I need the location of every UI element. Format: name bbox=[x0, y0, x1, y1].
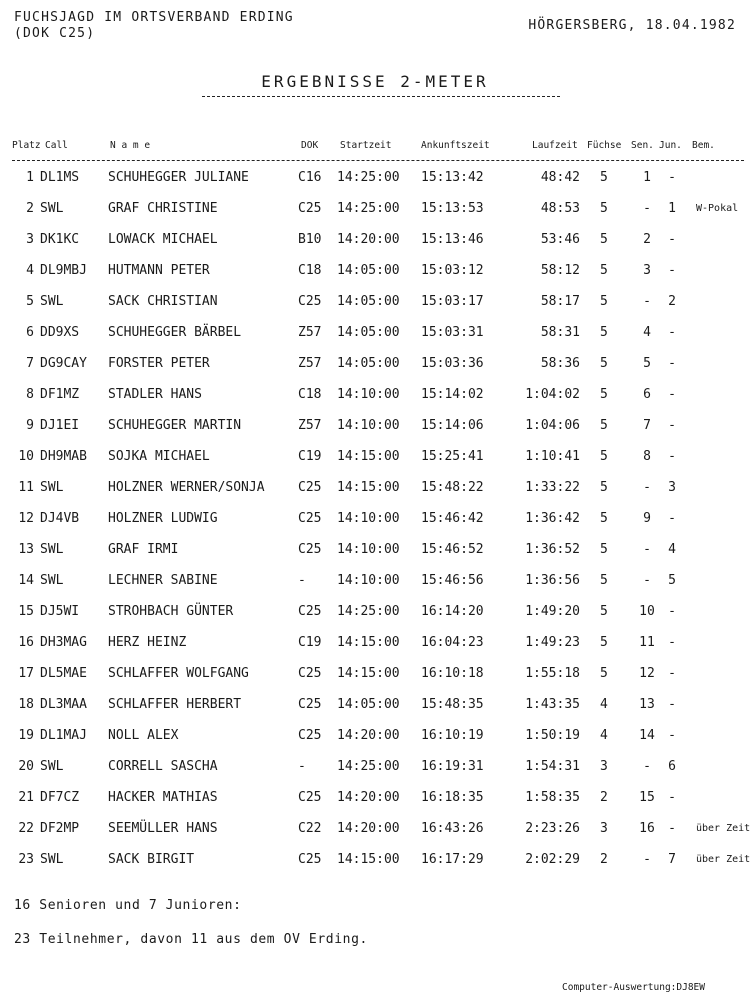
ankunftszeit-cell: 15:46:42 bbox=[421, 511, 484, 526]
column-header-fuechse: Füchse bbox=[587, 140, 622, 151]
table-row bbox=[0, 569, 750, 593]
name-cell: STADLER HANS bbox=[108, 387, 202, 402]
platz-cell: 2 bbox=[26, 201, 34, 216]
laufzeit-cell: 1:36:42 bbox=[525, 511, 580, 526]
platz-cell: 13 bbox=[18, 542, 34, 557]
junioren-cell: - bbox=[668, 418, 676, 433]
startzeit-cell: 14:05:00 bbox=[337, 697, 400, 712]
table-row bbox=[0, 476, 750, 500]
column-header-senioren: Sen. bbox=[631, 140, 654, 151]
table-row bbox=[0, 786, 750, 810]
page-title: ERGEBNISSE 2-METER bbox=[261, 72, 489, 91]
senioren-cell: 15 bbox=[639, 790, 655, 805]
ankunftszeit-cell: 16:17:29 bbox=[421, 852, 484, 867]
table-row bbox=[0, 600, 750, 624]
column-header-ankunftszeit: Ankunftszeit bbox=[421, 140, 490, 151]
name-cell: SEEMÜLLER HANS bbox=[108, 821, 218, 836]
startzeit-cell: 14:25:00 bbox=[337, 604, 400, 619]
table-row bbox=[0, 631, 750, 655]
name-cell: LOWACK MICHAEL bbox=[108, 232, 218, 247]
call-cell: SWL bbox=[40, 852, 64, 867]
table-row bbox=[0, 414, 750, 438]
ankunftszeit-cell: 15:13:42 bbox=[421, 170, 484, 185]
startzeit-cell: 14:20:00 bbox=[337, 790, 400, 805]
fuechse-cell: 5 bbox=[600, 263, 608, 278]
platz-cell: 12 bbox=[18, 511, 34, 526]
name-cell: CORRELL SASCHA bbox=[108, 759, 218, 774]
startzeit-cell: 14:15:00 bbox=[337, 666, 400, 681]
startzeit-cell: 14:25:00 bbox=[337, 759, 400, 774]
call-cell: DG9CAY bbox=[40, 356, 87, 371]
ankunftszeit-cell: 16:18:35 bbox=[421, 790, 484, 805]
name-cell: HOLZNER LUDWIG bbox=[108, 511, 218, 526]
fuechse-cell: 5 bbox=[600, 480, 608, 495]
ankunftszeit-cell: 15:48:35 bbox=[421, 697, 484, 712]
ankunftszeit-cell: 16:04:23 bbox=[421, 635, 484, 650]
name-cell: HACKER MATHIAS bbox=[108, 790, 218, 805]
junioren-cell: - bbox=[668, 666, 676, 681]
dok-cell: - bbox=[298, 573, 306, 588]
junioren-cell: - bbox=[668, 263, 676, 278]
call-cell: DD9XS bbox=[40, 325, 80, 340]
junioren-cell: 4 bbox=[668, 542, 676, 557]
platz-cell: 8 bbox=[26, 387, 34, 402]
title-underline bbox=[202, 96, 560, 97]
senioren-cell: - bbox=[643, 480, 651, 495]
name-cell: GRAF CHRISTINE bbox=[108, 201, 218, 216]
dok-cell: C25 bbox=[298, 852, 322, 867]
name-cell: FORSTER PETER bbox=[108, 356, 210, 371]
table-row bbox=[0, 290, 750, 314]
ankunftszeit-cell: 15:14:06 bbox=[421, 418, 484, 433]
column-header-bemerkung: Bem. bbox=[692, 140, 715, 151]
dok-cell: C16 bbox=[298, 170, 322, 185]
senioren-cell: - bbox=[643, 542, 651, 557]
senioren-cell: 9 bbox=[643, 511, 651, 526]
call-cell: DH3MAG bbox=[40, 635, 87, 650]
dok-cell: Z57 bbox=[298, 418, 322, 433]
ankunftszeit-cell: 15:46:52 bbox=[421, 542, 484, 557]
column-header-call: Call bbox=[45, 140, 68, 151]
junioren-cell: - bbox=[668, 728, 676, 743]
fuechse-cell: 3 bbox=[600, 821, 608, 836]
dok-cell: C25 bbox=[298, 697, 322, 712]
laufzeit-cell: 1:36:52 bbox=[525, 542, 580, 557]
junioren-cell: - bbox=[668, 325, 676, 340]
laufzeit-cell: 58:31 bbox=[540, 325, 580, 340]
platz-cell: 22 bbox=[18, 821, 34, 836]
startzeit-cell: 14:15:00 bbox=[337, 852, 400, 867]
table-row bbox=[0, 259, 750, 283]
call-cell: DH9MAB bbox=[40, 449, 87, 464]
startzeit-cell: 14:10:00 bbox=[337, 387, 400, 402]
fuechse-cell: 4 bbox=[600, 728, 608, 743]
dok-cell: C25 bbox=[298, 542, 322, 557]
table-row bbox=[0, 383, 750, 407]
name-cell: HERZ HEINZ bbox=[108, 635, 187, 650]
senioren-cell: 2 bbox=[643, 232, 651, 247]
fuechse-cell: 5 bbox=[600, 573, 608, 588]
laufzeit-cell: 1:04:06 bbox=[525, 418, 580, 433]
senioren-cell: - bbox=[643, 294, 651, 309]
senioren-cell: 10 bbox=[639, 604, 655, 619]
startzeit-cell: 14:20:00 bbox=[337, 232, 400, 247]
ankunftszeit-cell: 15:14:02 bbox=[421, 387, 484, 402]
ankunftszeit-cell: 15:03:31 bbox=[421, 325, 484, 340]
call-cell: SWL bbox=[40, 759, 64, 774]
call-cell: DF7CZ bbox=[40, 790, 80, 805]
table-row bbox=[0, 352, 750, 376]
ankunftszeit-cell: 16:14:20 bbox=[421, 604, 484, 619]
ankunftszeit-cell: 15:03:17 bbox=[421, 294, 484, 309]
dok-cell: C19 bbox=[298, 635, 322, 650]
senioren-cell: - bbox=[643, 852, 651, 867]
dok-cell: C18 bbox=[298, 263, 322, 278]
ankunftszeit-cell: 16:43:26 bbox=[421, 821, 484, 836]
startzeit-cell: 14:05:00 bbox=[337, 263, 400, 278]
fuechse-cell: 3 bbox=[600, 759, 608, 774]
call-cell: DL9MBJ bbox=[40, 263, 87, 278]
junioren-cell: 5 bbox=[668, 573, 676, 588]
startzeit-cell: 14:15:00 bbox=[337, 480, 400, 495]
table-row bbox=[0, 817, 750, 841]
name-cell: SCHUHEGGER JULIANE bbox=[108, 170, 249, 185]
laufzeit-cell: 48:42 bbox=[540, 170, 580, 185]
platz-cell: 4 bbox=[26, 263, 34, 278]
laufzeit-cell: 1:55:18 bbox=[525, 666, 580, 681]
dok-header: (DOK C25) bbox=[14, 26, 96, 41]
dok-cell: C25 bbox=[298, 728, 322, 743]
table-row bbox=[0, 662, 750, 686]
laufzeit-cell: 48:53 bbox=[540, 201, 580, 216]
junioren-cell: - bbox=[668, 790, 676, 805]
startzeit-cell: 14:25:00 bbox=[337, 170, 400, 185]
dok-cell: C19 bbox=[298, 449, 322, 464]
dok-cell: C25 bbox=[298, 201, 322, 216]
dok-cell: C25 bbox=[298, 294, 322, 309]
junioren-cell: - bbox=[668, 387, 676, 402]
table-row bbox=[0, 724, 750, 748]
footer-senior-junior-count: 16 Senioren und 7 Junioren: bbox=[14, 898, 242, 913]
table-row bbox=[0, 197, 750, 221]
platz-cell: 21 bbox=[18, 790, 34, 805]
dok-cell: C22 bbox=[298, 821, 322, 836]
fuechse-cell: 5 bbox=[600, 511, 608, 526]
call-cell: DL3MAA bbox=[40, 697, 87, 712]
table-row bbox=[0, 445, 750, 469]
dok-cell: - bbox=[298, 759, 306, 774]
fuechse-cell: 5 bbox=[600, 418, 608, 433]
startzeit-cell: 14:10:00 bbox=[337, 542, 400, 557]
call-cell: DL5MAE bbox=[40, 666, 87, 681]
name-cell: LECHNER SABINE bbox=[108, 573, 218, 588]
column-header-dok: DOK bbox=[301, 140, 319, 151]
senioren-cell: 6 bbox=[643, 387, 651, 402]
dok-cell: C18 bbox=[298, 387, 322, 402]
ankunftszeit-cell: 16:10:19 bbox=[421, 728, 484, 743]
name-cell: GRAF IRMI bbox=[108, 542, 179, 557]
laufzeit-cell: 1:10:41 bbox=[525, 449, 580, 464]
fuechse-cell: 5 bbox=[600, 604, 608, 619]
platz-cell: 3 bbox=[26, 232, 34, 247]
startzeit-cell: 14:05:00 bbox=[337, 356, 400, 371]
senioren-cell: 5 bbox=[643, 356, 651, 371]
platz-cell: 23 bbox=[18, 852, 34, 867]
platz-cell: 9 bbox=[26, 418, 34, 433]
column-header-name: N a m e bbox=[110, 140, 151, 151]
ankunftszeit-cell: 15:46:56 bbox=[421, 573, 484, 588]
junioren-cell: 2 bbox=[668, 294, 676, 309]
fuechse-cell: 5 bbox=[600, 232, 608, 247]
fuechse-cell: 5 bbox=[600, 387, 608, 402]
name-cell: SACK CHRISTIAN bbox=[108, 294, 218, 309]
column-header-platz: Platz bbox=[12, 140, 41, 151]
startzeit-cell: 14:10:00 bbox=[337, 511, 400, 526]
call-cell: SWL bbox=[40, 573, 64, 588]
name-cell: SCHUHEGGER BÄRBEL bbox=[108, 325, 242, 340]
call-cell: DF1MZ bbox=[40, 387, 80, 402]
platz-cell: 14 bbox=[18, 573, 34, 588]
bemerkung-cell: über Zeit bbox=[696, 854, 750, 865]
startzeit-cell: 14:05:00 bbox=[337, 325, 400, 340]
dok-cell: Z57 bbox=[298, 356, 322, 371]
computer-evaluation-credit: Computer-Auswertung:DJ8EW bbox=[562, 982, 705, 993]
header-rule bbox=[12, 160, 744, 161]
laufzeit-cell: 58:17 bbox=[540, 294, 580, 309]
startzeit-cell: 14:20:00 bbox=[337, 821, 400, 836]
call-cell: DF2MP bbox=[40, 821, 80, 836]
place-date-header: HÖRGERSBERG, 18.04.1982 bbox=[528, 18, 736, 33]
laufzeit-cell: 1:49:20 bbox=[525, 604, 580, 619]
junioren-cell: 7 bbox=[668, 852, 676, 867]
platz-cell: 19 bbox=[18, 728, 34, 743]
laufzeit-cell: 1:33:22 bbox=[525, 480, 580, 495]
platz-cell: 16 bbox=[18, 635, 34, 650]
fuechse-cell: 4 bbox=[600, 697, 608, 712]
platz-cell: 18 bbox=[18, 697, 34, 712]
column-header-junioren: Jun. bbox=[659, 140, 682, 151]
table-row bbox=[0, 228, 750, 252]
column-header-laufzeit: Laufzeit bbox=[532, 140, 578, 151]
fuechse-cell: 2 bbox=[600, 852, 608, 867]
fuechse-cell: 5 bbox=[600, 449, 608, 464]
junioren-cell: 3 bbox=[668, 480, 676, 495]
table-row bbox=[0, 321, 750, 345]
table-row bbox=[0, 848, 750, 872]
bemerkung-cell: W-Pokal bbox=[696, 203, 739, 214]
fuechse-cell: 5 bbox=[600, 666, 608, 681]
footer-participant-count: 23 Teilnehmer, davon 11 aus dem OV Erding. bbox=[14, 932, 368, 947]
table-row bbox=[0, 693, 750, 717]
fuechse-cell: 5 bbox=[600, 542, 608, 557]
startzeit-cell: 14:10:00 bbox=[337, 573, 400, 588]
laufzeit-cell: 53:46 bbox=[540, 232, 580, 247]
laufzeit-cell: 1:49:23 bbox=[525, 635, 580, 650]
platz-cell: 7 bbox=[26, 356, 34, 371]
junioren-cell: 1 bbox=[668, 201, 676, 216]
name-cell: SACK BIRGIT bbox=[108, 852, 195, 867]
name-cell: SOJKA MICHAEL bbox=[108, 449, 210, 464]
senioren-cell: - bbox=[643, 759, 651, 774]
call-cell: DL1MS bbox=[40, 170, 80, 185]
ankunftszeit-cell: 15:03:12 bbox=[421, 263, 484, 278]
platz-cell: 6 bbox=[26, 325, 34, 340]
senioren-cell: 4 bbox=[643, 325, 651, 340]
senioren-cell: - bbox=[643, 573, 651, 588]
fuechse-cell: 5 bbox=[600, 294, 608, 309]
platz-cell: 10 bbox=[18, 449, 34, 464]
junioren-cell: - bbox=[668, 170, 676, 185]
senioren-cell: - bbox=[643, 201, 651, 216]
laufzeit-cell: 2:02:29 bbox=[525, 852, 580, 867]
call-cell: DK1KC bbox=[40, 232, 80, 247]
startzeit-cell: 14:10:00 bbox=[337, 418, 400, 433]
senioren-cell: 7 bbox=[643, 418, 651, 433]
call-cell: SWL bbox=[40, 480, 64, 495]
dok-cell: C25 bbox=[298, 666, 322, 681]
startzeit-cell: 14:15:00 bbox=[337, 635, 400, 650]
ankunftszeit-cell: 15:13:46 bbox=[421, 232, 484, 247]
call-cell: DJ5WI bbox=[40, 604, 80, 619]
name-cell: STROHBACH GÜNTER bbox=[108, 604, 234, 619]
junioren-cell: - bbox=[668, 511, 676, 526]
junioren-cell: - bbox=[668, 635, 676, 650]
junioren-cell: - bbox=[668, 449, 676, 464]
laufzeit-cell: 58:12 bbox=[540, 263, 580, 278]
name-cell: SCHLAFFER HERBERT bbox=[108, 697, 242, 712]
senioren-cell: 12 bbox=[639, 666, 655, 681]
table-row bbox=[0, 166, 750, 190]
column-header-startzeit: Startzeit bbox=[340, 140, 392, 151]
platz-cell: 5 bbox=[26, 294, 34, 309]
dok-cell: C25 bbox=[298, 480, 322, 495]
laufzeit-cell: 1:54:31 bbox=[525, 759, 580, 774]
senioren-cell: 13 bbox=[639, 697, 655, 712]
junioren-cell: - bbox=[668, 821, 676, 836]
platz-cell: 11 bbox=[18, 480, 34, 495]
startzeit-cell: 14:15:00 bbox=[337, 449, 400, 464]
ankunftszeit-cell: 15:03:36 bbox=[421, 356, 484, 371]
fuechse-cell: 5 bbox=[600, 170, 608, 185]
fuechse-cell: 2 bbox=[600, 790, 608, 805]
table-row bbox=[0, 755, 750, 779]
laufzeit-cell: 1:50:19 bbox=[525, 728, 580, 743]
call-cell: SWL bbox=[40, 294, 64, 309]
call-cell: DJ1EI bbox=[40, 418, 80, 433]
startzeit-cell: 14:05:00 bbox=[337, 294, 400, 309]
laufzeit-cell: 1:04:02 bbox=[525, 387, 580, 402]
junioren-cell: 6 bbox=[668, 759, 676, 774]
laufzeit-cell: 1:58:35 bbox=[525, 790, 580, 805]
call-cell: DL1MAJ bbox=[40, 728, 87, 743]
ankunftszeit-cell: 16:19:31 bbox=[421, 759, 484, 774]
dok-cell: C25 bbox=[298, 511, 322, 526]
startzeit-cell: 14:20:00 bbox=[337, 728, 400, 743]
name-cell: HUTMANN PETER bbox=[108, 263, 210, 278]
platz-cell: 20 bbox=[18, 759, 34, 774]
call-cell: DJ4VB bbox=[40, 511, 80, 526]
senioren-cell: 14 bbox=[639, 728, 655, 743]
senioren-cell: 3 bbox=[643, 263, 651, 278]
senioren-cell: 8 bbox=[643, 449, 651, 464]
fuechse-cell: 5 bbox=[600, 325, 608, 340]
name-cell: HOLZNER WERNER/SONJA bbox=[108, 480, 265, 495]
platz-cell: 1 bbox=[26, 170, 34, 185]
name-cell: NOLL ALEX bbox=[108, 728, 179, 743]
senioren-cell: 11 bbox=[639, 635, 655, 650]
dok-cell: B10 bbox=[298, 232, 322, 247]
fuechse-cell: 5 bbox=[600, 635, 608, 650]
call-cell: SWL bbox=[40, 201, 64, 216]
platz-cell: 17 bbox=[18, 666, 34, 681]
bemerkung-cell: über Zeit bbox=[696, 823, 750, 834]
ankunftszeit-cell: 15:13:53 bbox=[421, 201, 484, 216]
laufzeit-cell: 2:23:26 bbox=[525, 821, 580, 836]
organization-header: FUCHSJAGD IM ORTSVERBAND ERDING bbox=[14, 10, 294, 25]
table-row bbox=[0, 538, 750, 562]
dok-cell: Z57 bbox=[298, 325, 322, 340]
dok-cell: C25 bbox=[298, 604, 322, 619]
ankunftszeit-cell: 15:25:41 bbox=[421, 449, 484, 464]
startzeit-cell: 14:25:00 bbox=[337, 201, 400, 216]
senioren-cell: 16 bbox=[639, 821, 655, 836]
name-cell: SCHUHEGGER MARTIN bbox=[108, 418, 242, 433]
table-row bbox=[0, 507, 750, 531]
laufzeit-cell: 1:43:35 bbox=[525, 697, 580, 712]
laufzeit-cell: 1:36:56 bbox=[525, 573, 580, 588]
name-cell: SCHLAFFER WOLFGANG bbox=[108, 666, 249, 681]
junioren-cell: - bbox=[668, 604, 676, 619]
junioren-cell: - bbox=[668, 356, 676, 371]
junioren-cell: - bbox=[668, 697, 676, 712]
ankunftszeit-cell: 16:10:18 bbox=[421, 666, 484, 681]
fuechse-cell: 5 bbox=[600, 201, 608, 216]
call-cell: SWL bbox=[40, 542, 64, 557]
ankunftszeit-cell: 15:48:22 bbox=[421, 480, 484, 495]
platz-cell: 15 bbox=[18, 604, 34, 619]
senioren-cell: 1 bbox=[643, 170, 651, 185]
dok-cell: C25 bbox=[298, 790, 322, 805]
laufzeit-cell: 58:36 bbox=[540, 356, 580, 371]
fuechse-cell: 5 bbox=[600, 356, 608, 371]
junioren-cell: - bbox=[668, 232, 676, 247]
